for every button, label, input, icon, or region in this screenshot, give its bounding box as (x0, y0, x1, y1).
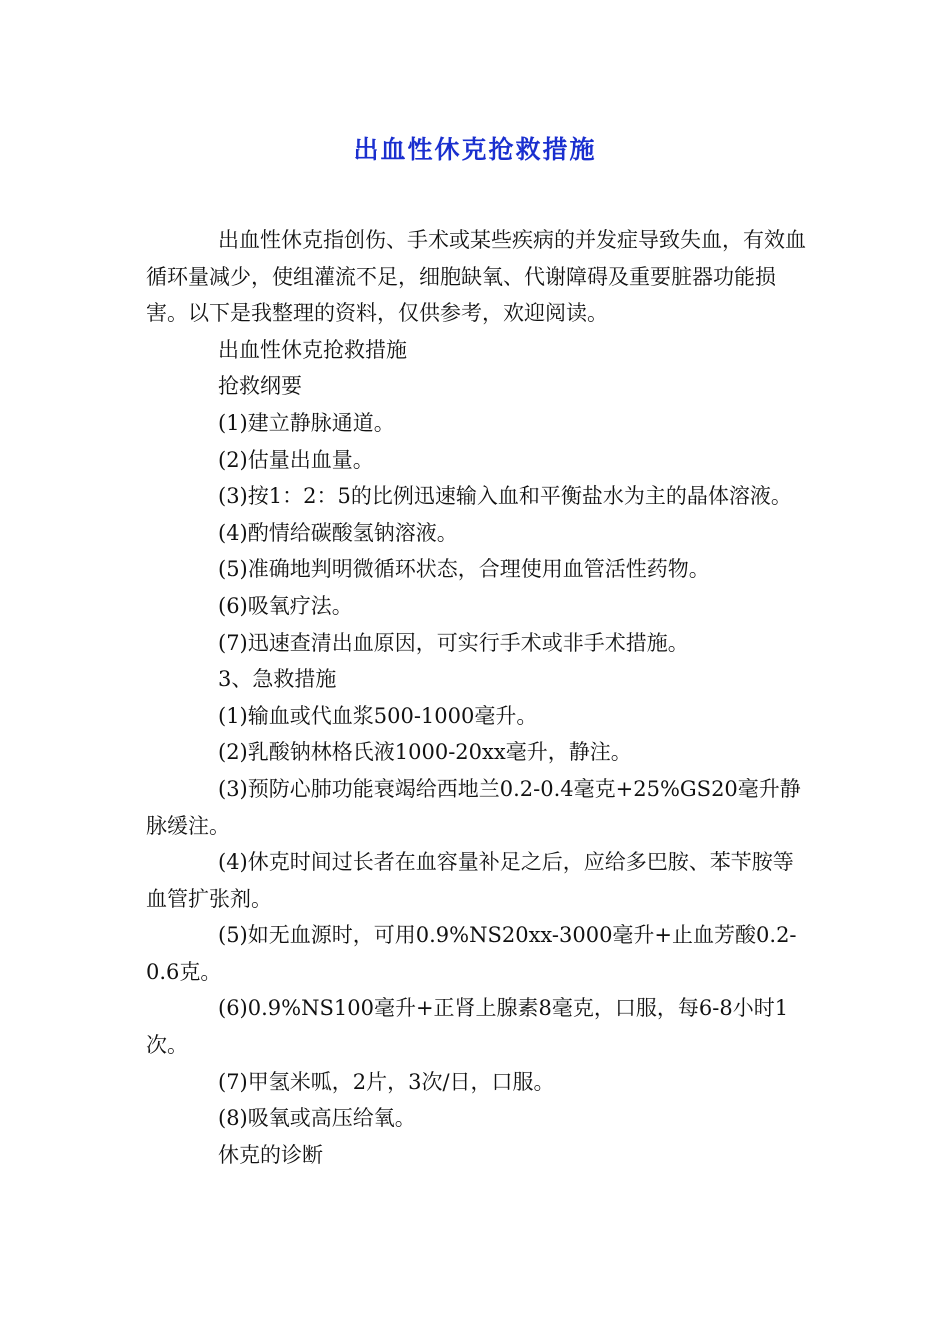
list-item: (6)0.9%NS100毫升+正肾上腺素8毫克，口服，每6-8小时1次。 (146, 996, 789, 1058)
list-item: (6)吸氧疗法。 (218, 593, 353, 618)
paragraph-intro: 出血性休克指创伤、手术或某些疾病的并发症导致失血，有效血循环量减少，使组灌流不足，细胞缺氧、代谢障碍及重要脏器功能损害。以下是我整理的资料，仅供参考，欢迎阅读。 (146, 228, 806, 326)
list-item: (3)按1：2：5的比例迅速输入血和平衡盐水为主的晶体溶液。 (218, 484, 792, 509)
document-body (146, 222, 806, 1173)
list-item: (2)乳酸钠林格氏液1000-20xx毫升，静注。 (218, 740, 632, 765)
list-item: (1)建立静脉通道。 (218, 410, 395, 435)
document-title: 出血性休克抢救措施 (353, 135, 597, 164)
paragraph-heading: 出血性休克抢救措施 (218, 337, 407, 362)
list-item: (7)迅速查清出血原因，可实行手术或非手术措施。 (218, 630, 689, 655)
list-item: (4)休克时间过长者在血容量补足之后，应给多巴胺、苯苄胺等血管扩张剂。 (146, 850, 794, 911)
list-item: (5)如无血源时，可用0.9%NS20xx-3000毫升+止血芳酸0.2-0.6克。 (146, 923, 797, 984)
list-item: (4)酌情给碳酸氢钠溶液。 (218, 520, 458, 545)
paragraph-outline-heading: 抢救纲要 (218, 374, 302, 399)
list-item: (1)输血或代血浆500-1000毫升。 (218, 703, 538, 728)
list-item: (8)吸氧或高压给氧。 (218, 1106, 416, 1131)
list-item: (2)估量出血量。 (218, 447, 374, 472)
list-item: (7)甲氢米呱，2片，3次/日，口服。 (218, 1069, 555, 1094)
list-item: (3)预防心肺功能衰竭给西地兰0.2-0.4毫克+25%GS20毫升静脉缓注。 (146, 776, 801, 838)
list-item: (5)准确地判明微循环状态，合理使用血管活性药物。 (218, 557, 710, 582)
paragraph-emergency-heading: 3、急救措施 (218, 667, 337, 692)
paragraph-diagnosis-heading: 休克的诊断 (218, 1142, 323, 1167)
